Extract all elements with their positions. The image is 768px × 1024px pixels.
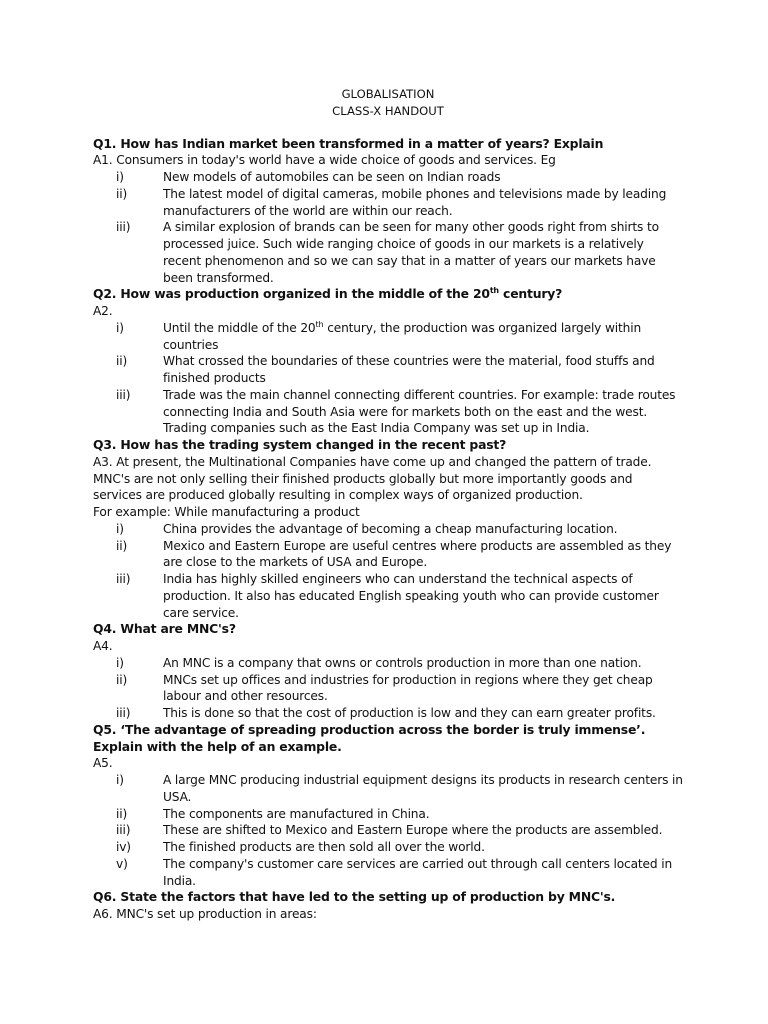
question-heading	[93, 286, 683, 303]
list-item	[93, 655, 683, 672]
list-item-number: ii)	[116, 186, 128, 201]
list-item	[93, 806, 683, 823]
list-item-text: A similar explosion of brands can be seen for many other goods right from shirts to processed juice. Such wide ranging choice of goods in our markets is a relatively recent phenomenon and so we can say that in a matter of years our markets have been transformed.	[163, 220, 659, 285]
list-item	[93, 772, 683, 806]
list-item-text	[163, 320, 683, 354]
handout-page	[93, 86, 683, 923]
list-item-text: The components are manufactured in China.	[163, 806, 430, 821]
list-item-number: ii)	[116, 354, 128, 369]
answer-intro: A4.	[93, 639, 113, 653]
question-heading: Q4. What are MNC's?	[93, 621, 236, 637]
list-item	[93, 186, 683, 220]
list-item-text: The company's customer care services are carried out through call centers located in India.	[163, 856, 673, 888]
list-item-number: i)	[116, 320, 124, 335]
answer-example-lead: For example: While manufacturing a product	[93, 505, 360, 519]
list-item-number: ii)	[116, 672, 128, 687]
ordinal-suffix: th	[489, 286, 499, 296]
handout-title: GLOBALISATION	[341, 87, 435, 101]
ordinal-suffix: th	[315, 319, 324, 329]
list-item-text: Trade was the main channel connecting different countries. For example: trade routes connecting India and South Asia were for markets both on the east and the west. Trading companies such as the East India Company was set up in India.	[163, 387, 676, 436]
list-item	[93, 320, 683, 354]
list-item-number: iii)	[116, 706, 131, 720]
list-item	[93, 672, 683, 706]
list-item-text: The latest model of digital cameras, mobile phones and televisions made by leading manufacturers of the world are within our reach.	[163, 186, 667, 218]
list-item-text: China provides the advantage of becoming a cheap manufacturing location.	[163, 521, 618, 536]
list-item	[93, 822, 683, 839]
list-item-number: iii)	[116, 823, 131, 838]
list-item	[93, 353, 683, 387]
list-item-text: MNCs set up offices and industries for production in regions where they get cheap labour and other resources.	[163, 672, 653, 704]
list-item-number: iv)	[116, 840, 131, 854]
answer-intro: A2.	[93, 304, 113, 318]
list-item-text: The finished products are then sold all over the world.	[163, 840, 485, 854]
list-item	[93, 839, 683, 856]
question-heading: Q5. ‘The advantage of spreading production across the border is truly immense’. Explain with the help of an example.	[93, 721, 646, 754]
list-item-text: These are shifted to Mexico and Eastern Europe where the products are assembled.	[163, 823, 663, 838]
list-item-number: v)	[116, 856, 128, 871]
question-text: Q2. How was production organized in the middle of the 20	[93, 286, 490, 302]
list-item-text: A large MNC producing industrial equipment designs its products in research centers in USA.	[163, 773, 683, 804]
list-item-number: i)	[116, 521, 124, 536]
list-item-text-start: Until the middle of the 20	[163, 320, 316, 335]
list-item-number: iii)	[116, 572, 131, 586]
question-heading: Q3. How has the trading system changed in the recent past?	[93, 437, 507, 452]
list-item-number: ii)	[116, 538, 128, 553]
list-item-number: i)	[116, 773, 124, 787]
list-item-text: New models of automobiles can be seen on Indian roads	[163, 170, 501, 184]
title-spacer	[93, 120, 683, 136]
list-item-text: This is done so that the cost of production is low and they can earn greater profits.	[163, 706, 656, 720]
question-heading: Q1. How has Indian market been transformed in a matter of years? Explain	[93, 135, 604, 151]
handout-subtitle: CLASS-X HANDOUT	[332, 103, 444, 118]
answer-intro: A5.	[93, 756, 113, 771]
answer-intro: A1. Consumers in today's world have a wide choice of goods and services. Eg	[93, 153, 556, 168]
list-item-number: i)	[116, 170, 124, 184]
list-item-number: i)	[116, 655, 124, 670]
list-item	[93, 856, 683, 890]
list-item-number: ii)	[116, 806, 128, 821]
list-item	[93, 169, 683, 186]
list-item-text: India has highly skilled engineers who can understand the technical aspects of production. It also has educated English speaking youth who can provide customer care service.	[163, 572, 659, 620]
list-item-text: An MNC is a company that owns or controls production in more than one nation.	[163, 655, 642, 670]
list-item-number: iii)	[116, 220, 131, 235]
list-item-text-end: century, the production was organized largely within countries	[163, 320, 642, 352]
list-item	[93, 387, 683, 437]
list-item	[93, 538, 683, 572]
list-item-text: Mexico and Eastern Europe are useful centres where products are assembled as they are close to the markets of USA and Europe.	[163, 538, 672, 570]
answer-intro: A3. At present, the Multinational Companies have come up and changed the pattern of trade. MNC's are not only selling their finished products globally but more importantly goods and services are produced globally resulting in complex ways of organized production.	[93, 454, 652, 503]
list-item	[93, 219, 683, 286]
list-item-number: iii)	[116, 387, 131, 402]
answer-intro: A6. MNC's set up production in areas:	[93, 907, 317, 921]
list-item	[93, 571, 683, 621]
list-item	[93, 705, 683, 722]
question-heading: Q6. State the factors that have led to the setting up of production by MNC's.	[93, 889, 616, 905]
question-text-end: century?	[498, 286, 563, 302]
list-item	[93, 521, 683, 538]
list-item-text: What crossed the boundaries of these countries were the material, food stuffs and finished products	[163, 354, 655, 385]
